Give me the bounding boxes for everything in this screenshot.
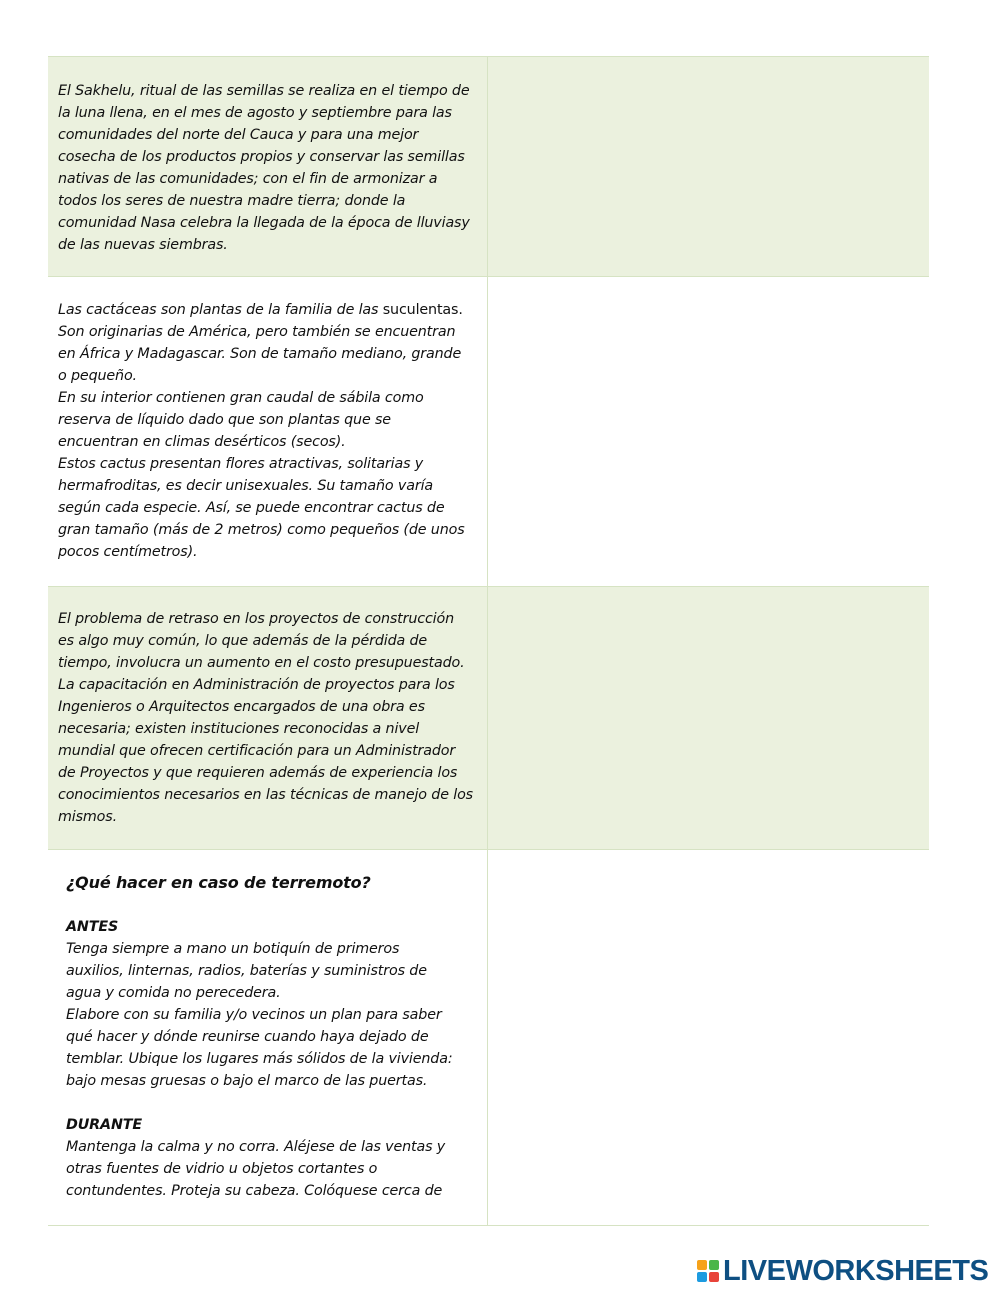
answer-cell-2[interactable]	[488, 277, 929, 586]
text-line	[58, 299, 479, 321]
table-row	[48, 587, 929, 850]
text-line: nativas de las comunidades; con el fin de armonizar a	[58, 171, 438, 187]
logo-block	[709, 1260, 719, 1270]
answer-cell-3[interactable]	[488, 587, 929, 849]
text-line: Estos cactus presentan flores atractivas, solitarias y	[58, 456, 424, 472]
table-row	[48, 57, 929, 277]
section-title: ¿Qué hacer en caso de terremoto?	[66, 873, 371, 892]
text-line: En su interior contienen gran caudal de sábila como	[58, 390, 424, 406]
subheading-antes: ANTES	[66, 919, 119, 935]
text-line: hermafroditas, es decir unisexuales. Su tamaño varía	[58, 478, 433, 494]
text-line: Ingenieros o Arquitectos encargados de una obra es	[58, 699, 425, 715]
text-line: la luna llena, en el mes de agosto y septiembre para las	[58, 105, 452, 121]
text-upright: suculentas.	[378, 302, 463, 318]
text-line: gran tamaño (más de 2 metros) como pequeños (de unos	[58, 522, 465, 538]
logo-blocks-icon	[697, 1260, 719, 1282]
text-line: Son originarias de América, pero también se encuentran	[58, 324, 456, 340]
reading-text-cactaceas	[48, 277, 488, 586]
text-line: o pequeño.	[58, 368, 137, 384]
logo-block	[697, 1260, 707, 1270]
liveworksheets-logo	[697, 1254, 988, 1288]
logo-block	[697, 1272, 707, 1282]
text-line: Elabore con su familia y/o vecinos un plan para saber	[66, 1007, 442, 1023]
answer-cell-1[interactable]	[488, 57, 929, 276]
reading-text-sakhelu	[48, 57, 488, 276]
text-line: según cada especie. Así, se puede encontrar cactus de	[58, 500, 445, 516]
text-line: otras fuentes de vidrio u objetos cortantes o	[66, 1161, 378, 1177]
text-line: necesaria; existen instituciones reconocidas a nivel	[58, 721, 420, 737]
text-line: pocos centímetros).	[58, 544, 198, 560]
text-line: reserva de líquido dado que son plantas que se	[58, 412, 391, 428]
text-line: es algo muy común, lo que además de la pérdida de	[58, 633, 428, 649]
text-line: todos los seres de nuestra madre tierra; donde la	[58, 193, 406, 209]
logo-wordmark: LIVEWORKSHEETS	[723, 1255, 989, 1287]
text-line: de Proyectos y que requieren además de experiencia los	[58, 765, 458, 781]
worksheet-table	[48, 56, 929, 1226]
reading-text-terremoto	[48, 850, 488, 1225]
text-line: mismos.	[58, 809, 117, 825]
spacer	[66, 1092, 479, 1114]
logo-block	[709, 1272, 719, 1282]
reading-text-construccion	[48, 587, 488, 849]
text-line: comunidades del norte del Cauca y para una mejor	[58, 127, 419, 143]
subheading-durante: DURANTE	[66, 1117, 142, 1133]
text-line: auxilios, linternas, radios, baterías y suministros de	[66, 963, 427, 979]
text-italic: Las cactáceas son plantas de la familia de las	[58, 302, 379, 318]
text-line: cosecha de los productos propios y conservar las semillas	[58, 149, 465, 165]
text-line: contundentes. Proteja su cabeza. Colóquese cerca de	[66, 1183, 443, 1199]
text-line: conocimientos necesarios en las técnicas de manejo de los	[58, 787, 473, 803]
text-line: El Sakhelu, ritual de las semillas se realiza en el tiempo de	[58, 83, 470, 99]
text-line: en África y Madagascar. Son de tamaño mediano, grande	[58, 346, 462, 362]
text-line: agua y comida no perecedera.	[66, 985, 281, 1001]
text-line: Mantenga la calma y no corra. Aléjese de las ventas y	[66, 1139, 446, 1155]
answer-cell-4[interactable]	[488, 850, 929, 1225]
text-line: mundial que ofrecen certificación para un Administrador	[58, 743, 456, 759]
table-row	[48, 850, 929, 1226]
text-line: El problema de retraso en los proyectos de construcción	[58, 611, 455, 627]
text-line: tiempo, involucra un aumento en el costo presupuestado.	[58, 655, 465, 671]
text-line: de las nuevas siembras.	[58, 237, 228, 253]
text-line: La capacitación en Administración de proyectos para los	[58, 677, 455, 693]
text-line: bajo mesas gruesas o bajo el marco de las puertas.	[66, 1073, 428, 1089]
text-line: temblar. Ubique los lugares más sólidos de la vivienda:	[66, 1051, 453, 1067]
text-line: comunidad Nasa celebra la llegada de la época de lluviasy	[58, 215, 470, 231]
text-line: encuentran en climas desérticos (secos).	[58, 434, 346, 450]
table-row	[48, 277, 929, 587]
text-line: Tenga siempre a mano un botiquín de primeros	[66, 941, 400, 957]
text-line: qué hacer y dónde reunirse cuando haya dejado de	[66, 1029, 429, 1045]
